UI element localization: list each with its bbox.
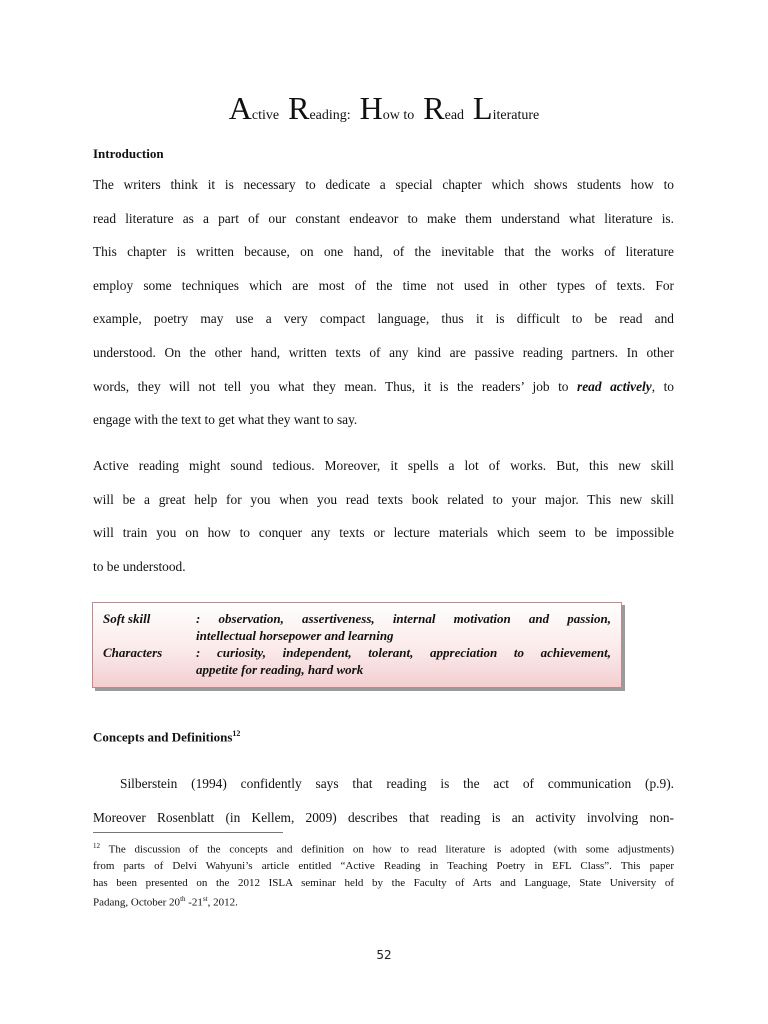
footnote-marker: 12 — [93, 842, 100, 850]
title-word: Reading: — [288, 90, 351, 126]
skills-callout-box — [92, 602, 622, 688]
text-line: to be understood. — [93, 558, 186, 574]
concepts-heading: Concepts and Definitions$^{12}$ — [93, 729, 241, 745]
title-word: How to — [359, 90, 415, 126]
text-line: will be a great help for you when you read texts book related to your major. This new skill — [93, 491, 674, 507]
footnote-divider — [93, 832, 283, 833]
introduction-heading: Introduction — [93, 146, 164, 161]
text-line: will train you on how to conquer any texts or lecture materials which seem to be impossible — [93, 525, 674, 541]
page-number: 52 — [376, 948, 392, 962]
text-line: The writers think it is necessary to dedicate a special chapter which shows students how to — [93, 177, 674, 192]
characters-text: : curiosity, independent, tolerant, appreciation to achievement, appetite for reading, hard work — [196, 645, 611, 677]
text-line: Silberstein (1994) confidently says that reading is the act of communication (p.9). — [120, 776, 674, 791]
footnote-reference[interactable]: 12 — [232, 729, 241, 738]
chapter-title — [0, 90, 768, 127]
emphasis-read-actively: read actively — [577, 378, 652, 394]
characters-label: Characters — [103, 645, 163, 660]
title-word: Read — [423, 90, 465, 126]
title-word: Literature — [473, 90, 540, 126]
intro-paragraph-1 — [93, 168, 674, 437]
text-line: employ some techniques which are most of the time not used in other types of texts. For — [93, 277, 674, 293]
soft-skill-label: Soft skill — [103, 611, 151, 626]
text-line: read literature as a part of our constant endeavor to make them understand what literature is. — [93, 210, 674, 226]
text-line: understood. On the other hand, written texts of any kind are passive reading partners. In other — [93, 344, 674, 360]
text-line: engage with the text to get what they want to say. — [93, 412, 358, 428]
text-line: Active reading might sound tedious. Moreover, it spells a lot of works. But, this new skill — [93, 458, 674, 473]
concepts-paragraph — [93, 767, 674, 834]
text-line: words, they will not tell you what they mean. Thus, it is the readers’ job to read actively, to — [93, 378, 674, 394]
text-line: example, poetry may use a very compact language, thus it is difficult to be read and — [93, 311, 674, 327]
title-word: Active — [228, 90, 280, 126]
intro-paragraph-2 — [93, 449, 674, 583]
text-line: Moreover Rosenblatt (in Kellem, 2009) describes that reading is an activity involving non- — [93, 809, 674, 825]
text-line: This chapter is written because, on one hand, of the inevitable that the works of literature — [93, 244, 674, 260]
soft-skill-text: : observation, assertiveness, internal motivation and passion, intellectual horsepower and learning — [196, 611, 611, 643]
footnote: $^{12}$ The discussion of the concepts and definition on how to read literature is adopted (with some adjustments) from parts of Delvi Wahyuni’s article entitled “Active Reading in Teaching Poetry in EFL Class”. This paper has been presented on the 2012 ISLA seminar held by the Faculty of Arts and Language, State University of Padang, October 20th -21st, 2012. — [93, 842, 674, 909]
